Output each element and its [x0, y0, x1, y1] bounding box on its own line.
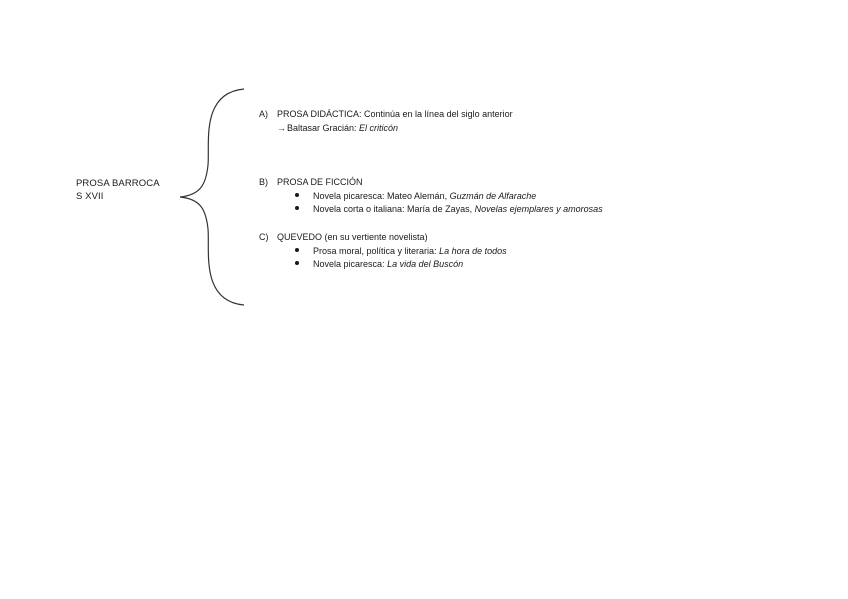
- root-topic-line-2: S XVII: [76, 191, 104, 202]
- bullet-icon: [295, 261, 299, 265]
- bullet-icon: [295, 193, 299, 197]
- branch-a-work: El criticón: [359, 122, 399, 133]
- branch-c-marker: C): [259, 232, 269, 242]
- branch-a: [259, 108, 513, 135]
- list-item: [295, 203, 603, 217]
- list-item-work: Guzmán de Alfarache: [449, 190, 537, 201]
- branch-b-title: PROSA DE FICCIÓN: [277, 177, 363, 187]
- root-topic-line-1: PROSA BARROCA: [76, 178, 160, 189]
- list-item-text: Prosa moral, política y literaria:: [313, 245, 437, 256]
- branch-b-marker: B): [259, 177, 268, 187]
- curly-brace: [170, 85, 250, 310]
- branch-b-list: [259, 190, 603, 217]
- list-item: [295, 190, 603, 204]
- branch-b: [259, 176, 603, 217]
- list-item-work: La hora de todos: [439, 245, 507, 256]
- list-item: [295, 258, 507, 272]
- branch-c-title: QUEVEDO (en su vertiente novelista): [277, 232, 428, 242]
- bullet-icon: [295, 248, 299, 252]
- branch-c-list: [259, 245, 507, 272]
- branch-a-title-rest: Continúa en la línea del siglo anterior: [361, 109, 513, 119]
- list-item-text: Novela corta o italiana: María de Zayas,: [313, 204, 473, 214]
- list-item: [295, 245, 507, 259]
- list-item-text: Novela picaresca: Mateo Alemán,: [313, 190, 448, 201]
- arrow-right-icon: →: [277, 122, 286, 133]
- list-item-work: La vida del Buscón: [387, 259, 464, 269]
- branch-a-title: [277, 108, 513, 122]
- branch-c: [259, 231, 507, 272]
- branch-a-title-label: PROSA DIDÁCTICA:: [277, 109, 362, 119]
- list-item-work: Novelas ejemplares y amorosas: [474, 204, 603, 214]
- bullet-icon: [295, 206, 299, 210]
- root-topic: [76, 177, 160, 203]
- list-item-text: Novela picaresca:: [313, 259, 385, 269]
- branch-a-marker: A): [259, 109, 268, 119]
- branch-a-author: Baltasar Gracián:: [287, 122, 360, 133]
- branch-a-subline: [259, 122, 513, 136]
